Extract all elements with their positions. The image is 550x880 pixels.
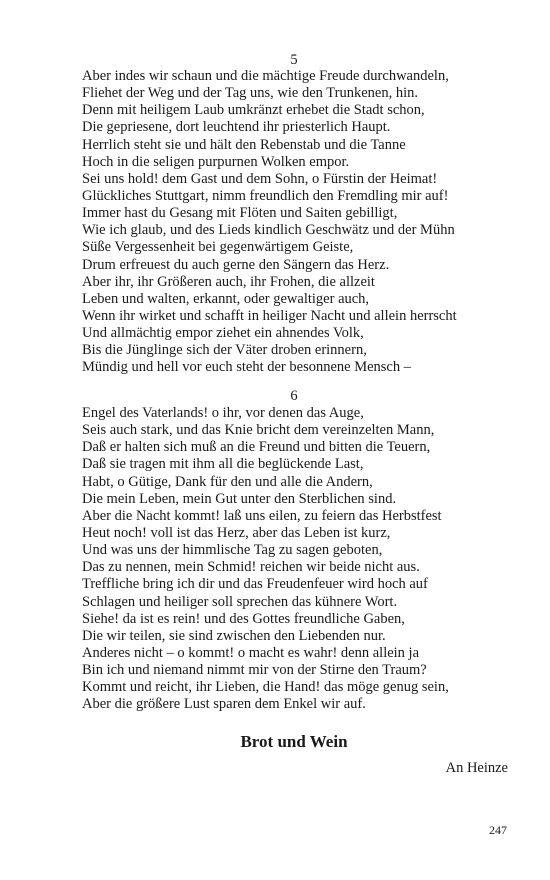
poem-line: Aber indes wir schaun und die mächtige Freude durchwandeln, bbox=[82, 68, 449, 84]
poem-line: Hoch in die seligen purpurnen Wolken empor. bbox=[82, 153, 350, 170]
section-number-5: 5 bbox=[290, 52, 298, 68]
poem-line: Leben und walten, erkannt, oder gewaltiger auch, bbox=[82, 290, 370, 307]
poem-line: Treffliche bring ich dir und das Freudenfeuer wird hoch auf bbox=[82, 576, 428, 593]
poem-line: Fliehet der Weg und der Tag uns, wie den Trunkenen, hin. bbox=[82, 85, 418, 102]
poem-line: Die gepriesene, dort leuchtend ihr priesterlich Haupt. bbox=[82, 119, 391, 136]
poem-line: Herrlich steht sie und hält den Rebenstab und die Tanne bbox=[82, 136, 406, 153]
poem-line: Wenn ihr wirket und schafft in heiliger Nacht und allein herrscht bbox=[82, 307, 457, 324]
poem-dedication: An Heinze bbox=[445, 760, 508, 776]
poem-line: Und allmächtig empor ziehet ein ahnendes Volk, bbox=[82, 325, 364, 342]
section-number-6: 6 bbox=[290, 388, 298, 404]
poem-line: Aber die größere Lust sparen dem Enkel wir auf. bbox=[82, 696, 366, 713]
poem-line: Sei uns hold! dem Gast und dem Sohn, o Fürstin der Heimat! bbox=[82, 170, 438, 187]
poem-line: Süße Vergessenheit bei gegenwärtigem Geiste, bbox=[82, 239, 354, 256]
poem-line: Drum erfreuest du auch gerne den Sängern das Herz. bbox=[82, 256, 390, 273]
poem-title: Brot und Wein bbox=[240, 732, 348, 751]
poem-line: Mündig und hell vor euch steht der besonnene Mensch – bbox=[82, 359, 411, 376]
poem-line: Immer hast du Gesang mit Flöten und Saiten gebilligt, bbox=[82, 205, 398, 222]
poem-line: Heut noch! voll ist das Herz, aber das Leben ist kurz, bbox=[82, 524, 391, 541]
poem-line: Kommt und reicht, ihr Lieben, die Hand! das möge genug sein, bbox=[82, 679, 449, 696]
stanza-5 bbox=[82, 68, 522, 377]
poem-line: Aber ihr, ihr Größeren auch, ihr Frohen, die allzeit bbox=[82, 273, 375, 290]
poem-line: Denn mit heiligem Laub umkränzt erhebet die Stadt schon, bbox=[82, 102, 425, 119]
poem-line: Glückliches Stuttgart, nimm freundlich den Fremdling mir auf! bbox=[82, 187, 449, 204]
poem-line: Die mein Leben, mein Gut unter den Sterblichen sind. bbox=[82, 490, 397, 507]
poem-line: Daß er halten sich muß an die Freund und bitten die Teuern, bbox=[82, 439, 431, 456]
stanza-6 bbox=[82, 405, 522, 714]
poem-line: Schlagen und heiliger soll sprechen das kühnere Wort. bbox=[82, 593, 398, 610]
poem-line: Das zu nennen, mein Schmid! reichen wir beide nicht aus. bbox=[82, 559, 420, 576]
poem-line: Siehe! da ist es rein! und des Gottes freundliche Gaben, bbox=[82, 610, 405, 627]
poem-line: Aber die Nacht kommt! laß uns eilen, zu feiern das Herbstfest bbox=[82, 507, 442, 524]
poem-line: Anderes nicht – o kommt! o macht es wahr! denn allein ja bbox=[82, 644, 420, 661]
poem-line: Seis auch stark, und das Knie bricht dem vereinzelten Mann, bbox=[82, 422, 435, 439]
poem-line: Wie ich glaub, und des Lieds kindlich Geschwätz und der Mühn bbox=[82, 222, 455, 239]
poem-line: Daß sie tragen mit ihm all die beglückende Last, bbox=[82, 456, 364, 473]
poem-line: Bin ich und niemand nimmt mir von der Stirne den Traum? bbox=[82, 662, 427, 679]
poem-line: Bis die Jünglinge sich der Väter droben erinnern, bbox=[82, 342, 367, 359]
page-number: 247 bbox=[489, 823, 507, 837]
poem-line: Habt, o Gütige, Dank für den und alle die Andern, bbox=[82, 473, 373, 490]
poem-line: Die wir teilen, sie sind zwischen den Liebenden nur. bbox=[82, 627, 386, 644]
poem-line: Engel des Vaterlands! o ihr, vor denen das Auge, bbox=[82, 405, 364, 421]
poem-line: Und was uns der himmlische Tag zu sagen geboten, bbox=[82, 542, 383, 559]
